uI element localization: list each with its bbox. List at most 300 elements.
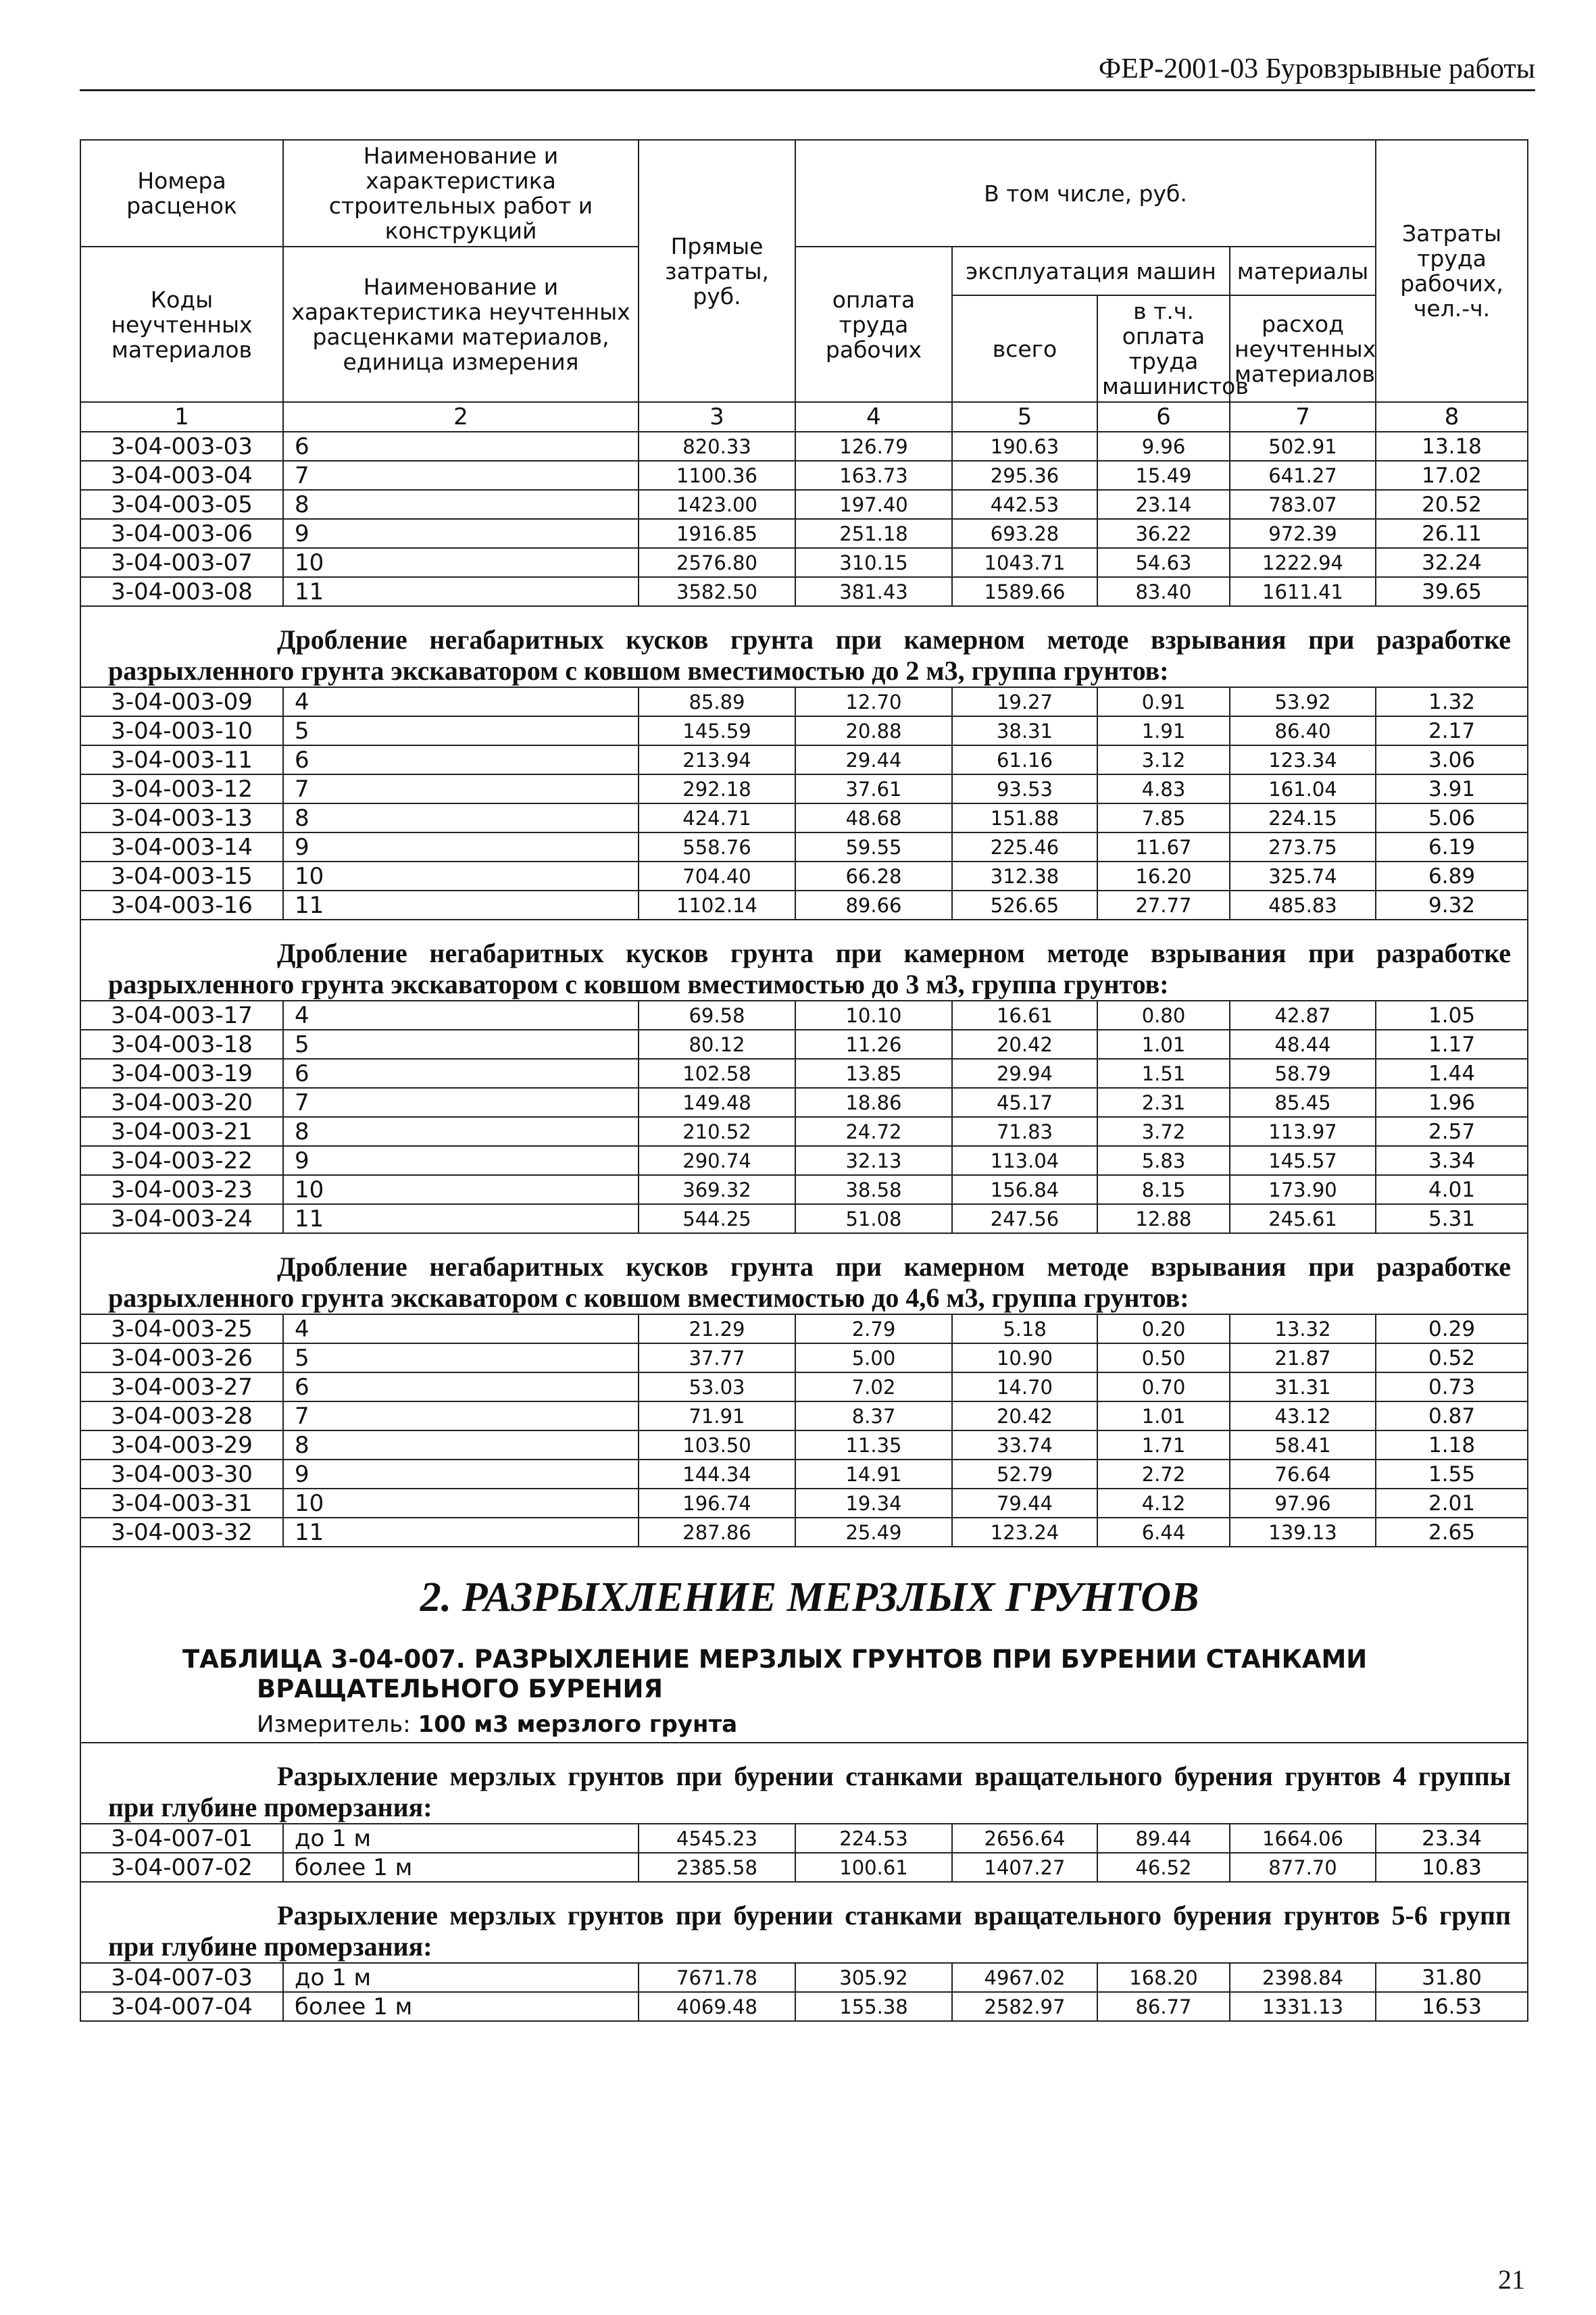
cell-direct-costs: 1102.14 [639,891,795,920]
cell-materials: 13.32 [1230,1314,1376,1343]
table-row [80,1146,1528,1175]
cell-labor-hours: 9.32 [1376,891,1528,920]
cell-labor-hours: 0.29 [1376,1314,1528,1343]
header-machines-total: всего [952,295,1097,402]
cell-rate-code: 3-04-007-02 [80,1853,283,1882]
cell-rate-code: 3-04-003-31 [80,1489,283,1518]
header-including: В том числе, руб. [795,140,1376,247]
cell-machinist-wages: 4.12 [1097,1489,1230,1518]
cell-worker-wages: 11.26 [795,1030,952,1059]
cell-machines-total: 33.74 [952,1430,1097,1460]
cell-rate-code: 3-04-003-20 [80,1088,283,1117]
cell-materials: 641.27 [1230,461,1376,490]
cell-labor-hours: 5.31 [1376,1204,1528,1233]
cell-worker-wages: 32.13 [795,1146,952,1175]
cell-machinist-wages: 2.72 [1097,1460,1230,1489]
section-header-group5-6 [80,1882,1528,1963]
cell-materials: 161.04 [1230,774,1376,803]
cell-rate-code: 3-04-003-19 [80,1059,283,1088]
column-number-3: 3 [639,402,795,432]
table-row [80,891,1528,920]
cell-worker-wages: 11.35 [795,1430,952,1460]
cell-materials: 31.31 [1230,1372,1376,1401]
cell-direct-costs: 4069.48 [639,1992,795,2021]
cell-machinist-wages: 0.80 [1097,1001,1230,1030]
cell-rate-code: 3-04-003-17 [80,1001,283,1030]
cell-rate-code: 3-04-003-15 [80,862,283,891]
cell-soil-group: 7 [283,1401,639,1430]
header-rate-numbers: Номера расценок [80,140,283,247]
cell-worker-wages: 25.49 [795,1518,952,1547]
cell-direct-costs: 820.33 [639,432,795,461]
cell-direct-costs: 213.94 [639,745,795,774]
cell-machinist-wages: 1.01 [1097,1030,1230,1059]
cell-soil-group: 5 [283,716,639,745]
cell-rate-code: 3-04-003-25 [80,1314,283,1343]
cell-soil-group: 6 [283,432,639,461]
cell-machinist-wages: 36.22 [1097,519,1230,548]
cell-materials: 43.12 [1230,1401,1376,1430]
cell-soil-group: до 1 м [283,1963,639,1992]
chapter-block [80,1547,1528,1743]
cell-machinist-wages: 1.01 [1097,1401,1230,1430]
cell-machinist-wages: 7.85 [1097,803,1230,832]
cell-machines-total: 16.61 [952,1001,1097,1030]
cell-direct-costs: 21.29 [639,1314,795,1343]
cell-machines-total: 19.27 [952,687,1097,716]
cell-worker-wages: 2.79 [795,1314,952,1343]
cell-machines-total: 93.53 [952,774,1097,803]
table-row [80,1175,1528,1204]
cell-machinist-wages: 12.88 [1097,1204,1230,1233]
table-row [80,1343,1528,1372]
cell-machines-total: 71.83 [952,1117,1097,1146]
table-row [80,687,1528,716]
chapter-cell [80,1547,1528,1743]
cell-direct-costs: 144.34 [639,1460,795,1489]
cell-labor-hours: 16.53 [1376,1992,1528,2021]
section-header-2m3 [80,606,1528,687]
cell-materials: 485.83 [1230,891,1376,920]
cell-soil-group: 9 [283,832,639,862]
cell-materials: 245.61 [1230,1204,1376,1233]
section-title: Разрыхление мерзлых грунтов при бурении станками вращательного бурения грунтов 5-6 групп при глубине промерзания: [80,1882,1528,1963]
cell-machines-total: 526.65 [952,891,1097,920]
section-title: Разрыхление мерзлых грунтов при бурении станками вращательного бурения грунтов 4 группы при глубине промерзания: [80,1743,1528,1824]
cell-worker-wages: 89.66 [795,891,952,920]
cell-rate-code: 3-04-003-22 [80,1146,283,1175]
column-number-8: 8 [1376,402,1528,432]
cell-worker-wages: 18.86 [795,1088,952,1117]
cell-labor-hours: 0.87 [1376,1401,1528,1430]
header-materials: материалы [1230,247,1376,295]
cell-worker-wages: 66.28 [795,862,952,891]
header-work-name: Наименование и характеристика строительных работ и конструкций [283,140,639,247]
cell-rate-code: 3-04-003-03 [80,432,283,461]
cell-direct-costs: 3582.50 [639,577,795,606]
cell-machinist-wages: 0.50 [1097,1343,1230,1372]
cell-rate-code: 3-04-003-08 [80,577,283,606]
cell-rate-code: 3-04-003-10 [80,716,283,745]
cell-direct-costs: 196.74 [639,1489,795,1518]
cell-soil-group: 9 [283,1460,639,1489]
table-row [80,1030,1528,1059]
cell-direct-costs: 210.52 [639,1117,795,1146]
header-direct-costs: Прямые затраты, руб. [639,140,795,402]
cell-worker-wages: 20.88 [795,716,952,745]
cell-materials: 145.57 [1230,1146,1376,1175]
cell-worker-wages: 305.92 [795,1963,952,1992]
cell-machinist-wages: 1.71 [1097,1430,1230,1460]
table-row [80,1460,1528,1489]
cell-worker-wages: 251.18 [795,519,952,548]
cell-machinist-wages: 6.44 [1097,1518,1230,1547]
cell-worker-wages: 126.79 [795,432,952,461]
table-row [80,1372,1528,1401]
rates-table [80,139,1528,2022]
cell-machinist-wages: 15.49 [1097,461,1230,490]
cell-worker-wages: 10.10 [795,1001,952,1030]
cell-rate-code: 3-04-003-26 [80,1343,283,1372]
cell-soil-group: 9 [283,1146,639,1175]
cell-machines-total: 1589.66 [952,577,1097,606]
cell-machinist-wages: 4.83 [1097,774,1230,803]
header-rule [80,89,1535,91]
cell-rate-code: 3-04-003-18 [80,1030,283,1059]
cell-soil-group: 10 [283,1175,639,1204]
cell-rate-code: 3-04-003-30 [80,1460,283,1489]
cell-direct-costs: 53.03 [639,1372,795,1401]
cell-rate-code: 3-04-003-09 [80,687,283,716]
cell-materials: 972.39 [1230,519,1376,548]
cell-machinist-wages: 1.51 [1097,1059,1230,1088]
table-row [80,1824,1528,1853]
cell-direct-costs: 558.76 [639,832,795,862]
cell-machines-total: 113.04 [952,1146,1097,1175]
section-title: Дробление негабаритных кусков грунта при камерном методе взрывания при разработке разрыхленного грунта экскаватором с ковшом вместимостью до 2 м3, группа грунтов: [80,606,1528,687]
section-header-3m3 [80,920,1528,1001]
section-header-group4 [80,1743,1528,1824]
cell-soil-group: 4 [283,1314,639,1343]
header-machines: эксплуатация машин [952,247,1230,295]
cell-materials: 123.34 [1230,745,1376,774]
cell-rate-code: 3-04-003-24 [80,1204,283,1233]
cell-direct-costs: 287.86 [639,1518,795,1547]
cell-machines-total: 1043.71 [952,548,1097,577]
cell-direct-costs: 2385.58 [639,1853,795,1882]
cell-labor-hours: 1.18 [1376,1430,1528,1460]
cell-machines-total: 190.63 [952,432,1097,461]
cell-direct-costs: 69.58 [639,1001,795,1030]
cell-labor-hours: 3.06 [1376,745,1528,774]
cell-worker-wages: 13.85 [795,1059,952,1088]
cell-labor-hours: 1.05 [1376,1001,1528,1030]
cell-machinist-wages: 168.20 [1097,1963,1230,1992]
page-number: 21 [1498,2264,1525,2295]
cell-machinist-wages: 54.63 [1097,548,1230,577]
cell-machines-total: 2582.97 [952,1992,1097,2021]
cell-rate-code: 3-04-003-12 [80,774,283,803]
cell-machinist-wages: 46.52 [1097,1853,1230,1882]
cell-materials: 76.64 [1230,1460,1376,1489]
cell-machines-total: 52.79 [952,1460,1097,1489]
cell-worker-wages: 155.38 [795,1992,952,2021]
cell-rate-code: 3-04-007-03 [80,1963,283,1992]
table-row [80,832,1528,862]
cell-worker-wages: 19.34 [795,1489,952,1518]
table-row [80,577,1528,606]
cell-soil-group: 9 [283,519,639,548]
cell-direct-costs: 424.71 [639,803,795,832]
cell-direct-costs: 103.50 [639,1430,795,1460]
cell-machines-total: 225.46 [952,832,1097,862]
cell-materials: 21.87 [1230,1343,1376,1372]
cell-worker-wages: 197.40 [795,490,952,519]
cell-machines-total: 151.88 [952,803,1097,832]
cell-labor-hours: 2.01 [1376,1489,1528,1518]
cell-labor-hours: 1.17 [1376,1030,1528,1059]
cell-worker-wages: 48.68 [795,803,952,832]
cell-machinist-wages: 23.14 [1097,490,1230,519]
column-numbers-row [80,402,1528,432]
cell-worker-wages: 381.43 [795,577,952,606]
cell-rate-code: 3-04-003-27 [80,1372,283,1401]
cell-direct-costs: 292.18 [639,774,795,803]
cell-direct-costs: 145.59 [639,716,795,745]
table-row [80,461,1528,490]
cell-labor-hours: 20.52 [1376,490,1528,519]
cell-soil-group: 7 [283,774,639,803]
cell-machines-total: 45.17 [952,1088,1097,1117]
table-row [80,1401,1528,1430]
cell-worker-wages: 14.91 [795,1460,952,1489]
table-row [80,1853,1528,1882]
cell-machines-total: 2656.64 [952,1824,1097,1853]
cell-rate-code: 3-04-003-11 [80,745,283,774]
cell-machines-total: 295.36 [952,461,1097,490]
cell-labor-hours: 0.73 [1376,1372,1528,1401]
cell-soil-group: 6 [283,745,639,774]
cell-direct-costs: 290.74 [639,1146,795,1175]
cell-labor-hours: 1.44 [1376,1059,1528,1088]
column-number-7: 7 [1230,402,1376,432]
cell-machines-total: 1407.27 [952,1853,1097,1882]
cell-soil-group: более 1 м [283,1992,639,2021]
cell-direct-costs: 85.89 [639,687,795,716]
cell-machinist-wages: 2.31 [1097,1088,1230,1117]
table-row [80,548,1528,577]
column-number-1: 1 [80,402,283,432]
table-row [80,1963,1528,1992]
cell-rate-code: 3-04-003-07 [80,548,283,577]
cell-direct-costs: 2576.80 [639,548,795,577]
table-row [80,862,1528,891]
cell-rate-code: 3-04-003-14 [80,832,283,862]
cell-materials: 113.97 [1230,1117,1376,1146]
header-worker-wages: оплата труда рабочих [795,247,952,402]
cell-labor-hours: 6.19 [1376,832,1528,862]
measure-line [257,1711,1511,1738]
cell-rate-code: 3-04-003-32 [80,1518,283,1547]
cell-soil-group: 8 [283,1117,639,1146]
cell-machinist-wages: 9.96 [1097,432,1230,461]
header-material-name: Наименование и характеристика неучтенных расценками материалов, единица измерения [283,247,639,402]
cell-rate-code: 3-04-003-04 [80,461,283,490]
cell-worker-wages: 7.02 [795,1372,952,1401]
table-row [80,1088,1528,1117]
cell-worker-wages: 51.08 [795,1204,952,1233]
cell-materials: 783.07 [1230,490,1376,519]
cell-materials: 1664.06 [1230,1824,1376,1853]
section-title: Дробление негабаритных кусков грунта при камерном методе взрывания при разработке разрыхленного грунта экскаватором с ковшом вместимостью до 3 м3, группа грунтов: [80,920,1528,1001]
cell-rate-code: 3-04-007-04 [80,1992,283,2021]
cell-direct-costs: 71.91 [639,1401,795,1430]
cell-direct-costs: 1100.36 [639,461,795,490]
cell-direct-costs: 1916.85 [639,519,795,548]
cell-materials: 325.74 [1230,862,1376,891]
cell-soil-group: 5 [283,1343,639,1372]
cell-soil-group: 7 [283,1088,639,1117]
cell-labor-hours: 1.96 [1376,1088,1528,1117]
table-row [80,803,1528,832]
cell-worker-wages: 59.55 [795,832,952,862]
cell-direct-costs: 7671.78 [639,1963,795,1992]
cell-labor-hours: 23.34 [1376,1824,1528,1853]
cell-machines-total: 4967.02 [952,1963,1097,1992]
cell-worker-wages: 8.37 [795,1401,952,1430]
cell-materials: 42.87 [1230,1001,1376,1030]
cell-labor-hours: 2.57 [1376,1117,1528,1146]
cell-machinist-wages: 5.83 [1097,1146,1230,1175]
cell-materials: 224.15 [1230,803,1376,832]
table-row [80,432,1528,461]
cell-machinist-wages: 8.15 [1097,1175,1230,1204]
cell-materials: 273.75 [1230,832,1376,862]
table-row [80,1001,1528,1030]
cell-machines-total: 5.18 [952,1314,1097,1343]
cell-materials: 48.44 [1230,1030,1376,1059]
cell-labor-hours: 26.11 [1376,519,1528,548]
cell-rate-code: 3-04-003-21 [80,1117,283,1146]
cell-direct-costs: 369.32 [639,1175,795,1204]
cell-machines-total: 312.38 [952,862,1097,891]
cell-machinist-wages: 0.70 [1097,1372,1230,1401]
table-row [80,1430,1528,1460]
table-row [80,1117,1528,1146]
cell-machinist-wages: 83.40 [1097,577,1230,606]
cell-machines-total: 693.28 [952,519,1097,548]
column-number-5: 5 [952,402,1097,432]
cell-worker-wages: 38.58 [795,1175,952,1204]
cell-direct-costs: 102.58 [639,1059,795,1088]
cell-rate-code: 3-04-003-29 [80,1430,283,1460]
cell-machinist-wages: 89.44 [1097,1824,1230,1853]
cell-machines-total: 10.90 [952,1343,1097,1372]
cell-direct-costs: 4545.23 [639,1824,795,1853]
header-machinist-wages: в т.ч. оплата труда машинистов [1097,295,1230,402]
table-row [80,774,1528,803]
cell-rate-code: 3-04-003-13 [80,803,283,832]
cell-soil-group: 4 [283,1001,639,1030]
cell-direct-costs: 1423.00 [639,490,795,519]
table-row [80,716,1528,745]
cell-machines-total: 29.94 [952,1059,1097,1088]
cell-machines-total: 442.53 [952,490,1097,519]
section-header-4-6m3 [80,1233,1528,1314]
cell-machines-total: 156.84 [952,1175,1097,1204]
cell-soil-group: 11 [283,1518,639,1547]
cell-labor-hours: 10.83 [1376,1853,1528,1882]
cell-labor-hours: 1.55 [1376,1460,1528,1489]
cell-soil-group: 6 [283,1059,639,1088]
cell-rate-code: 3-04-003-23 [80,1175,283,1204]
cell-machines-total: 20.42 [952,1401,1097,1430]
cell-rate-code: 3-04-007-01 [80,1824,283,1853]
cell-machinist-wages: 16.20 [1097,862,1230,891]
cell-labor-hours: 17.02 [1376,461,1528,490]
cell-labor-hours: 3.34 [1376,1146,1528,1175]
section-title: Дробление негабаритных кусков грунта при камерном методе взрывания при разработке разрыхленного грунта экскаватором с ковшом вместимостью до 4,6 м3, группа грунтов: [80,1233,1528,1314]
cell-materials: 97.96 [1230,1489,1376,1518]
header-labor-costs: Затраты труда рабочих, чел.-ч. [1376,140,1528,402]
column-number-6: 6 [1097,402,1230,432]
cell-worker-wages: 37.61 [795,774,952,803]
cell-rate-code: 3-04-003-05 [80,490,283,519]
cell-labor-hours: 2.65 [1376,1518,1528,1547]
table-row [80,519,1528,548]
cell-soil-group: 6 [283,1372,639,1401]
cell-machines-total: 14.70 [952,1372,1097,1401]
cell-materials: 2398.84 [1230,1963,1376,1992]
cell-machinist-wages: 0.91 [1097,687,1230,716]
cell-worker-wages: 29.44 [795,745,952,774]
cell-machinist-wages: 86.77 [1097,1992,1230,2021]
cell-labor-hours: 0.52 [1376,1343,1528,1372]
measure-label: Измеритель: [257,1711,411,1738]
cell-machines-total: 61.16 [952,745,1097,774]
cell-soil-group: 10 [283,1489,639,1518]
cell-machines-total: 79.44 [952,1489,1097,1518]
table-row [80,490,1528,519]
cell-materials: 53.92 [1230,687,1376,716]
cell-labor-hours: 2.17 [1376,716,1528,745]
cell-materials: 502.91 [1230,432,1376,461]
cell-machines-total: 123.24 [952,1518,1097,1547]
cell-materials: 58.41 [1230,1430,1376,1460]
cell-worker-wages: 24.72 [795,1117,952,1146]
cell-rate-code: 3-04-003-16 [80,891,283,920]
cell-materials: 1222.94 [1230,548,1376,577]
cell-labor-hours: 3.91 [1376,774,1528,803]
table-row [80,745,1528,774]
cell-soil-group: 8 [283,490,639,519]
table-row [80,1518,1528,1547]
chapter-title: 2. РАЗРЫХЛЕНИЕ МЕРЗЛЫХ ГРУНТОВ [420,1574,1199,1620]
cell-materials: 139.13 [1230,1518,1376,1547]
cell-worker-wages: 310.15 [795,548,952,577]
cell-labor-hours: 4.01 [1376,1175,1528,1204]
header-material-codes: Коды неучтенных материалов [80,247,283,402]
table-title: ТАБЛИЦА 3-04-007. РАЗРЫХЛЕНИЕ МЕРЗЛЫХ ГРУНТОВ ПРИ БУРЕНИИ СТАНКАМИ ВРАЩАТЕЛЬНОГО БУРЕНИЯ [182,1645,1368,1703]
header-unaccounted-materials: расход неучтенных материалов [1230,295,1376,402]
cell-soil-group: 4 [283,687,639,716]
cell-soil-group: 8 [283,803,639,832]
cell-machines-total: 20.42 [952,1030,1097,1059]
cell-soil-group: 10 [283,548,639,577]
cell-materials: 1611.41 [1230,577,1376,606]
cell-machinist-wages: 3.12 [1097,745,1230,774]
cell-soil-group: 7 [283,461,639,490]
